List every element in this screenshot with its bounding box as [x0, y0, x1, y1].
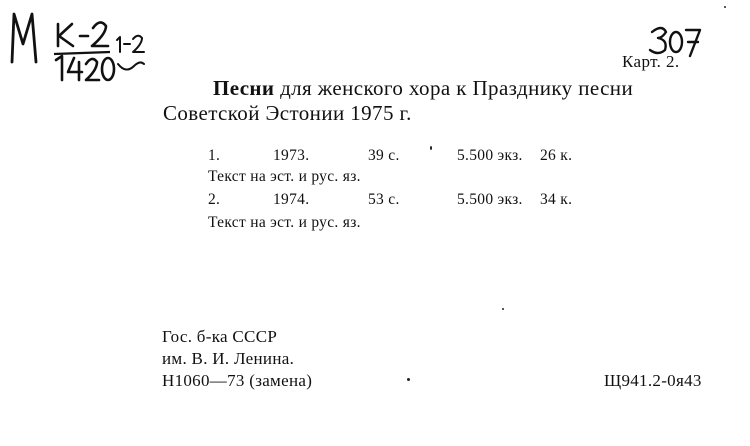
issue-2-num: 2. — [208, 191, 221, 208]
scan-speck — [407, 378, 410, 381]
handwritten-fraction-top — [58, 22, 108, 46]
issue-2-copies: 5.500 экз. — [457, 191, 523, 208]
title-line-1-rest: для женского хора к Празднику песни — [280, 76, 634, 100]
issue-2-pages: 53 с. — [368, 191, 400, 208]
title-line-2: Советской Эстонии 1975 г. — [163, 101, 412, 125]
scan-speck — [724, 6, 726, 8]
issue-1-year: 1973. — [273, 147, 310, 164]
title-bold-word: Песни — [213, 76, 275, 100]
handwritten-fraction-line — [54, 52, 110, 54]
title-line-1 — [213, 78, 633, 99]
library-line-3: Н1060—73 (замена) — [162, 371, 313, 390]
classification-code: Щ941.2-0я43 — [604, 371, 702, 390]
issue-1-price: 26 к. — [540, 147, 573, 164]
library-line-1: Гос. б-ка СССР — [162, 327, 278, 346]
issue-1-num: 1. — [208, 147, 221, 164]
scan-speck — [430, 146, 432, 150]
issue-2-year: 1974. — [273, 191, 310, 208]
issue-2-price: 34 к. — [540, 191, 573, 208]
issue-1-copies: 5.500 экз. — [457, 147, 523, 164]
handwritten-fraction-bottom — [56, 56, 114, 80]
handwritten-letter-m — [12, 14, 36, 62]
issue-1-pages: 39 с. — [368, 147, 400, 164]
issue-1-note: Текст на эст. и рус. яз. — [208, 168, 361, 185]
library-line-2: им. В. И. Ленина. — [162, 349, 295, 368]
card-label: Карт. 2. — [622, 52, 680, 71]
scan-speck — [502, 308, 504, 310]
handwritten-copies — [117, 36, 144, 70]
issue-2-note: Текст на эст. и рус. яз. — [208, 214, 361, 231]
